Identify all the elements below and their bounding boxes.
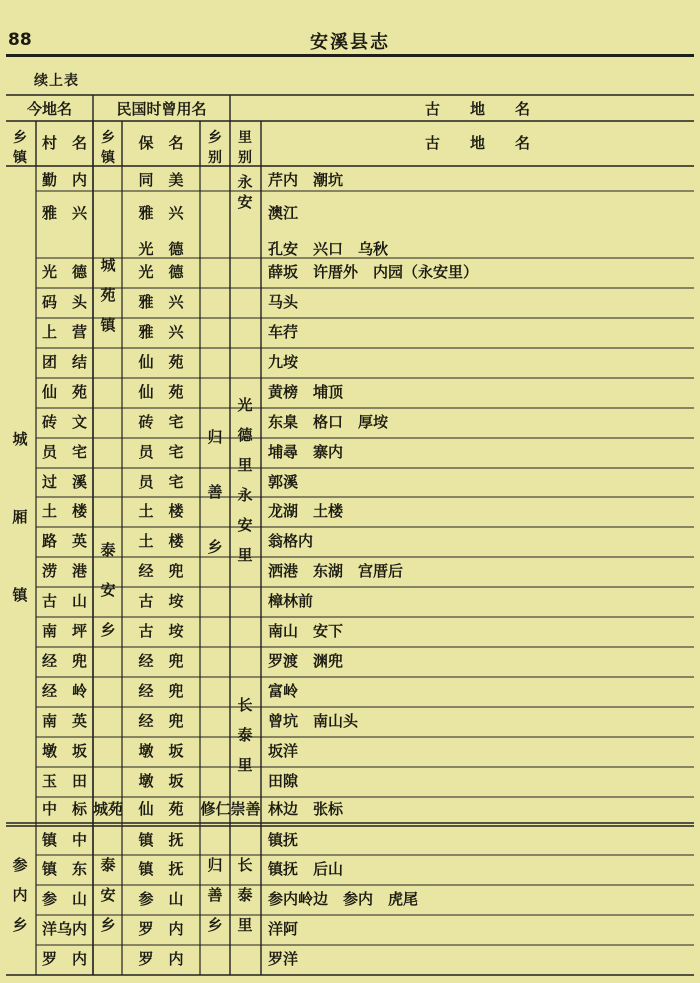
col-xiang-zhen-2: 乡 镇: [101, 130, 115, 166]
table-cell-village: 镇 东: [41, 860, 87, 878]
table-cell-village: 勤 内: [41, 171, 87, 189]
table-cell-bao: 经 兜: [138, 652, 184, 670]
table-cell-bao: 参 山: [138, 890, 184, 908]
table-cell-village: 参 山: [41, 890, 87, 908]
table-cell-ancient-name: 林边 张标: [268, 800, 344, 818]
table-cell-bao: 经 兜: [138, 712, 184, 730]
group-guishan-2: 归 善 乡: [207, 856, 223, 934]
table-cell-bao: 仙 苑: [138, 353, 184, 371]
table-cell-village: 仙 苑: [41, 383, 87, 401]
table-cell-bao: 仙 苑: [138, 800, 184, 818]
table-cell-bao: 罗 内: [138, 950, 184, 968]
table-cell-bao: 土 楼: [138, 532, 184, 550]
table-cell-village: 团 结: [41, 353, 87, 371]
table-cell-village: 南 坪: [41, 622, 87, 640]
table-cell-village: 玉 田: [41, 772, 87, 790]
table-cell-bao: 土 楼: [138, 502, 184, 520]
table-cell-ancient-name: 澳江: [268, 204, 299, 222]
table-cell-village: 经 岭: [41, 682, 87, 700]
table-cell-bao: 雅 兴: [138, 323, 184, 341]
col-ancient-name-top: 古 地 名: [424, 100, 530, 118]
table-cell-bao: 雅 兴: [138, 204, 184, 222]
table-cell-ancient-name: 薛坂 许厝外 内园（永安里）: [268, 263, 479, 281]
table-cell-village: 墩 坂: [41, 742, 87, 760]
table-cell-bao: 光 德: [138, 240, 184, 258]
group-changtai-2: 长 泰 里: [237, 856, 253, 934]
group-guangde: 光 德 里: [237, 396, 253, 474]
table-cell-village: 南 英: [41, 712, 87, 730]
table-cell-bao: 员 宅: [138, 443, 184, 461]
table-cell-village: 镇 中: [41, 831, 87, 849]
group-cangyuan: 城 苑 镇: [100, 256, 116, 334]
table-cell-ancient-name: 芹内 潮坑: [268, 171, 344, 189]
table-cell-bao: 古 垵: [138, 622, 184, 640]
table-cell-bao: 雅 兴: [138, 293, 184, 311]
table-cell-xiangbie: 修仁: [200, 800, 231, 818]
table-cell-village: 光 德: [41, 263, 87, 281]
table-cell-bao: 镇 抚: [138, 860, 184, 878]
table-cell-bao: 仙 苑: [138, 383, 184, 401]
table-cell-bao: 墩 坂: [138, 772, 184, 790]
continued-label: 续上表: [34, 73, 79, 89]
col-xiang-bie: 乡 别: [208, 130, 222, 166]
table-cell-ancient-name: 洒港 东湖 宫厝后: [268, 562, 404, 580]
page-title: 安溪县志: [310, 32, 390, 53]
table-cell-ancient-name: 郭溪: [268, 473, 299, 491]
table-cell-ancient-name: 参内岭边 参内 虎尾: [268, 890, 419, 908]
table-cell-ancient-name: 洋阿: [268, 920, 299, 938]
col-republic-name: 民国时曾用名: [116, 100, 207, 118]
table-cell-village: 路 英: [41, 532, 87, 550]
table-cell-village: 砖 文: [41, 413, 87, 431]
table-cell-village: 古 山: [41, 592, 87, 610]
group-taian: 泰 安 乡: [100, 541, 116, 639]
table-cell-ancient-name: 罗洋: [268, 950, 299, 968]
table-cell-village: 中 标: [41, 800, 87, 818]
table-cell-ancient-name: 镇抚: [268, 831, 299, 849]
table-cell-village: 罗 内: [41, 950, 87, 968]
table-cell-ancient-name: 南山 安下: [268, 622, 344, 640]
table-cell-ancient-name: 坂洋: [268, 742, 299, 760]
table-cell-village: 上 营: [41, 323, 87, 341]
col-xiang-zhen: 乡 镇: [13, 130, 27, 166]
group-chengxiang: 城 厢 镇: [12, 430, 28, 604]
group-yonganli: 永 安 里: [237, 486, 253, 564]
table-cell-ancient-name: 九垵: [268, 353, 299, 371]
table-cell-village: 洋乌内: [41, 920, 87, 938]
table-cell-bao: 罗 内: [138, 920, 184, 938]
table-cell-bao: 同 美: [138, 171, 184, 189]
table-cell-bao: 经 兜: [138, 682, 184, 700]
table-cell-ancient-name: 樟林前: [268, 592, 314, 610]
table-cell-ancient-name: 黄榜 埔顶: [268, 383, 344, 401]
table-cell-bao: 墩 坂: [138, 742, 184, 760]
table-cell-ancient-name: 马头: [268, 293, 299, 311]
table-cell-ancient-name: 曾坑 南山头: [268, 712, 359, 730]
group-yongan: 永 安: [237, 173, 253, 211]
col-ancient-name: 古 地 名: [424, 134, 530, 152]
table-cell-bao: 员 宅: [138, 473, 184, 491]
col-li-bie: 里 别: [238, 130, 252, 166]
table-cell-ancient-name: 翁格内: [268, 532, 314, 550]
table-cell-village: 员 宅: [41, 443, 87, 461]
table-cell-township: 城苑: [93, 800, 124, 818]
table-cell-ancient-name: 东臬 格口 厚垵: [268, 413, 389, 431]
table-cell-libie: 崇善: [230, 800, 261, 818]
table-cell-ancient-name: 富岭: [268, 682, 299, 700]
table-cell-village: 土 楼: [41, 502, 87, 520]
table-cell-ancient-name: 孔安 兴口 乌秋: [268, 240, 389, 258]
table-cell-ancient-name: 埔尋 寨内: [268, 443, 344, 461]
table-cell-village: 码 头: [41, 293, 87, 311]
group-taian-2: 泰 安 乡: [100, 856, 116, 934]
col-bao-ming: 保 名: [138, 134, 184, 152]
group-changtai: 长 泰 里: [237, 696, 253, 774]
table-cell-bao: 古 垵: [138, 592, 184, 610]
table-cell-village: 经 兜: [41, 652, 87, 670]
table-cell-ancient-name: 镇抚 后山: [268, 860, 344, 878]
page-number: 88: [8, 30, 32, 50]
col-modern-name: 今地名: [26, 100, 72, 118]
group-cennei: 参 内 乡: [12, 856, 28, 934]
table-cell-ancient-name: 罗渡 渊兜: [268, 652, 344, 670]
table-cell-village: 雅 兴: [41, 204, 87, 222]
table-cell-bao: 经 兜: [138, 562, 184, 580]
table-cell-ancient-name: 田隙: [268, 772, 299, 790]
col-cun-ming: 村 名: [41, 134, 87, 152]
group-guishan: 归 善 乡: [207, 428, 223, 556]
table-cell-village: 过 溪: [41, 473, 87, 491]
table-cell-bao: 光 德: [138, 263, 184, 281]
table-cell-village: 涝 港: [41, 562, 87, 580]
table-cell-bao: 镇 抚: [138, 831, 184, 849]
table-cell-bao: 砖 宅: [138, 413, 184, 431]
table-cell-ancient-name: 龙湖 土楼: [268, 502, 344, 520]
table-cell-ancient-name: 车荇: [268, 323, 299, 341]
